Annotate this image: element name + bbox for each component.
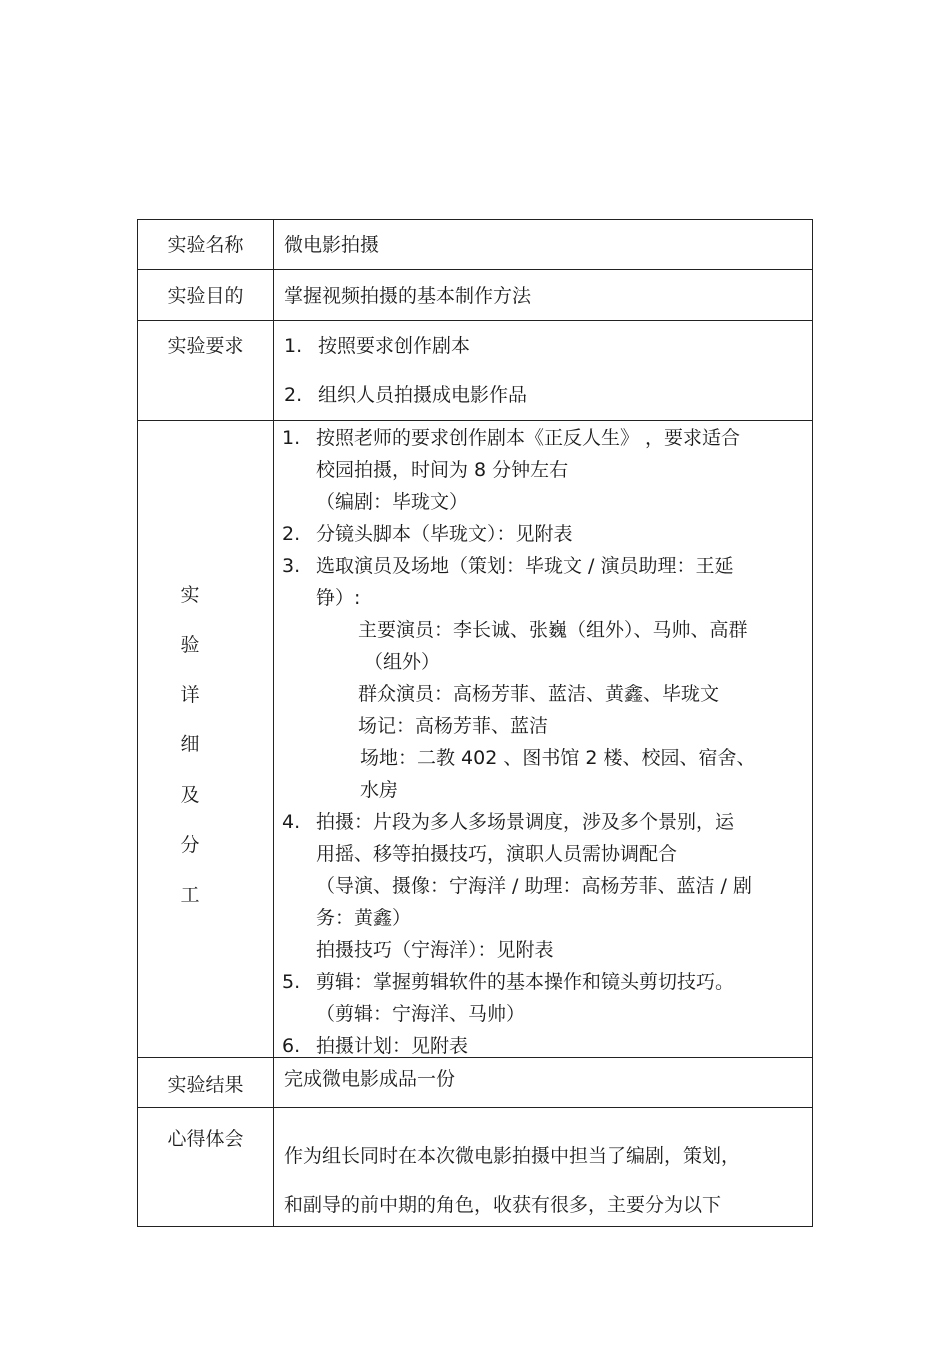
label-experiment-result: 实验结果 bbox=[167, 1074, 244, 1096]
details-line: 主要演员：李长诚、张巍（组外）、马帅、高群 bbox=[358, 619, 748, 641]
line-text: 剪辑：掌握剪辑软件的基本操作和镜头剪切技巧。 bbox=[316, 971, 735, 993]
details-label-char: 实 bbox=[180, 584, 200, 606]
details-line: （编剧：毕珑文） bbox=[316, 491, 469, 513]
item-number: 3. bbox=[282, 555, 301, 577]
row-divider bbox=[138, 1057, 812, 1058]
label-experiment-requirements: 实验要求 bbox=[167, 335, 244, 357]
details-line: （组外） bbox=[364, 651, 441, 673]
details-label-char: 验 bbox=[180, 634, 200, 656]
details-line: （剪辑：宁海洋、马帅） bbox=[316, 1003, 526, 1025]
details-label-char: 分 bbox=[180, 834, 200, 856]
value-experiment-name: 微电影拍摄 bbox=[284, 234, 380, 256]
details-line: （导演、摄像：宁海洋 / 助理：高杨芳菲、蓝洁 / 剧 bbox=[316, 875, 752, 897]
column-divider bbox=[273, 220, 274, 1226]
details-line: 拍摄技巧（宁海洋）：见附表 bbox=[316, 939, 554, 961]
line-text: 拍摄计划：见附表 bbox=[316, 1035, 469, 1057]
line-text: 拍摄：片段为多人多场景调度，涉及多个景别，运 bbox=[316, 811, 735, 833]
experiment-report-table bbox=[137, 219, 813, 1227]
details-line: 用摇、移等拍摄技巧，演职人员需协调配合 bbox=[316, 843, 678, 865]
details-line: 场地：二教 402 、图书馆 2 楼、校园、宿舍、 bbox=[360, 747, 756, 769]
item-number: 5. bbox=[282, 971, 301, 993]
line-text: 按照老师的要求创作剧本《正反人生》 ，要求适合 bbox=[316, 427, 741, 449]
details-line: 校园拍摄，时间为 8 分钟左右 bbox=[316, 459, 569, 481]
item-text: 组织人员拍摄成电影作品 bbox=[318, 384, 528, 406]
details-line: 群众演员：高杨芳菲、蓝洁、黄鑫、毕珑文 bbox=[358, 683, 720, 705]
item-number: 2. bbox=[282, 523, 301, 545]
item-number: 6. bbox=[282, 1035, 301, 1057]
reflection-line: 作为组长同时在本次微电影拍摄中担当了编剧，策划， bbox=[284, 1145, 741, 1167]
value-experiment-result: 完成微电影成品一份 bbox=[284, 1068, 456, 1090]
details-line: 水房 bbox=[360, 779, 399, 801]
details-line: 务：黄鑫） bbox=[316, 907, 412, 929]
label-experiment-purpose: 实验目的 bbox=[167, 285, 244, 307]
row-divider bbox=[138, 1107, 812, 1108]
details-label-char: 工 bbox=[180, 884, 200, 906]
item-number: 2. bbox=[284, 384, 303, 406]
label-reflection: 心得体会 bbox=[167, 1128, 244, 1150]
details-line bbox=[282, 522, 573, 546]
details-line bbox=[282, 554, 733, 578]
item-number: 4. bbox=[282, 811, 301, 833]
row-divider bbox=[138, 420, 812, 421]
label-experiment-name: 实验名称 bbox=[167, 234, 244, 256]
details-line bbox=[282, 1034, 468, 1058]
reflection-line: 和副导的前中期的角色，收获有很多，主要分为以下 bbox=[284, 1194, 722, 1216]
requirement-item bbox=[284, 334, 470, 358]
details-label-char: 及 bbox=[180, 784, 200, 806]
details-line: 铮）: bbox=[316, 587, 361, 609]
details-line bbox=[282, 810, 734, 834]
details-line: 场记：高杨芳菲、蓝洁 bbox=[358, 715, 549, 737]
row-divider bbox=[138, 320, 812, 321]
details-line bbox=[282, 426, 740, 450]
value-experiment-purpose: 掌握视频拍摄的基本制作方法 bbox=[284, 285, 532, 307]
line-text: 分镜头脚本（毕珑文）：见附表 bbox=[316, 523, 573, 545]
item-number: 1. bbox=[284, 335, 303, 357]
details-label-char: 详 bbox=[180, 684, 200, 706]
details-label-char: 细 bbox=[180, 733, 200, 755]
item-number: 1. bbox=[282, 427, 301, 449]
row-divider bbox=[138, 269, 812, 270]
line-text: 选取演员及场地（策划：毕珑文 / 演员助理：王延 bbox=[316, 555, 734, 577]
details-line bbox=[282, 970, 734, 994]
requirement-item bbox=[284, 383, 527, 407]
item-text: 按照要求创作剧本 bbox=[318, 335, 471, 357]
